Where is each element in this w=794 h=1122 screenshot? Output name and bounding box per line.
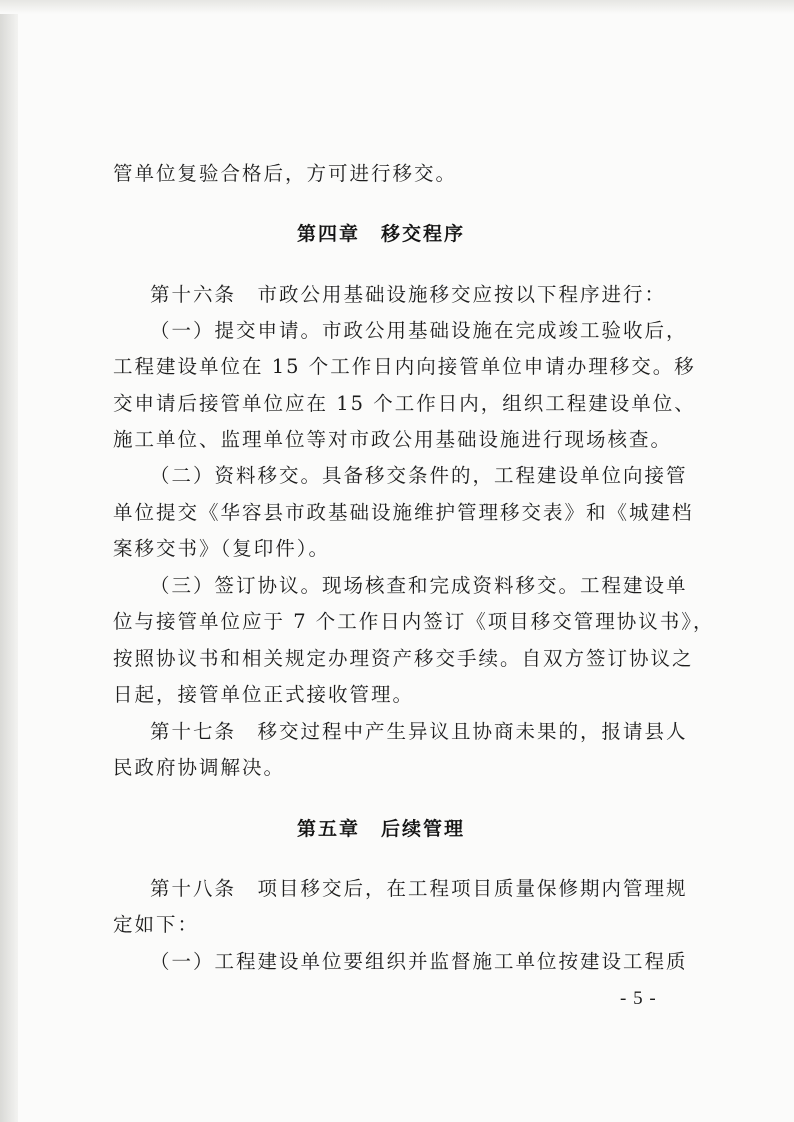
text-line: 单位提交《华容县市政基础设施维护管理移交表》和《城建档 bbox=[113, 501, 694, 524]
text-line: （三）签订协议。现场核查和完成资料移交。工程建设单 bbox=[150, 574, 688, 597]
text-line: 位与接管单位应于 7 个工作日内签订《项目移交管理协议书》， bbox=[113, 610, 715, 633]
text-line: （一）工程建设单位要组织并监督施工单位按建设工程质 bbox=[150, 950, 688, 973]
text-line: 民政府协调解决。 bbox=[113, 756, 286, 779]
text-line: 定如下： bbox=[113, 913, 200, 936]
text-line: 案移交书》（复印件）。 bbox=[113, 537, 331, 560]
text-line: 第十六条 市政公用基础设施移交应按以下程序进行： bbox=[150, 283, 667, 306]
scan-shadow-edge bbox=[0, 0, 18, 1122]
text-line: 第十七条 移交过程中产生异议且协商未果的，报请县人 bbox=[150, 720, 688, 743]
text-line: 按照协议书和相关规定办理资产移交手续。自双方签订协议之 bbox=[113, 647, 694, 670]
text-line: （一）提交申请。市政公用基础设施在完成竣工验收后， bbox=[150, 319, 688, 342]
scan-shadow-top bbox=[0, 0, 794, 14]
text-line: 施工单位、监理单位等对市政公用基础设施进行现场核查。 bbox=[113, 428, 673, 451]
chapter-heading-5: 第五章 后续管理 bbox=[297, 818, 466, 840]
text-line: 交申请后接管单位应在 15 个工作日内，组织工程建设单位、 bbox=[113, 392, 696, 415]
text-line: 第十八条 项目移交后，在工程项目质量保修期内管理规 bbox=[150, 877, 688, 900]
chapter-heading-4: 第四章 移交程序 bbox=[297, 223, 466, 245]
text-line: 工程建设单位在 15 个工作日内向接管单位申请办理移交。移 bbox=[113, 355, 696, 378]
page-number: - 5 - bbox=[620, 988, 657, 1009]
text-line: （二）资料移交。具备移交条件的，工程建设单位向接管 bbox=[150, 464, 688, 487]
text-line: 日起，接管单位正式接收管理。 bbox=[113, 683, 415, 706]
text-line: 管单位复验合格后，方可进行移交。 bbox=[113, 162, 458, 185]
